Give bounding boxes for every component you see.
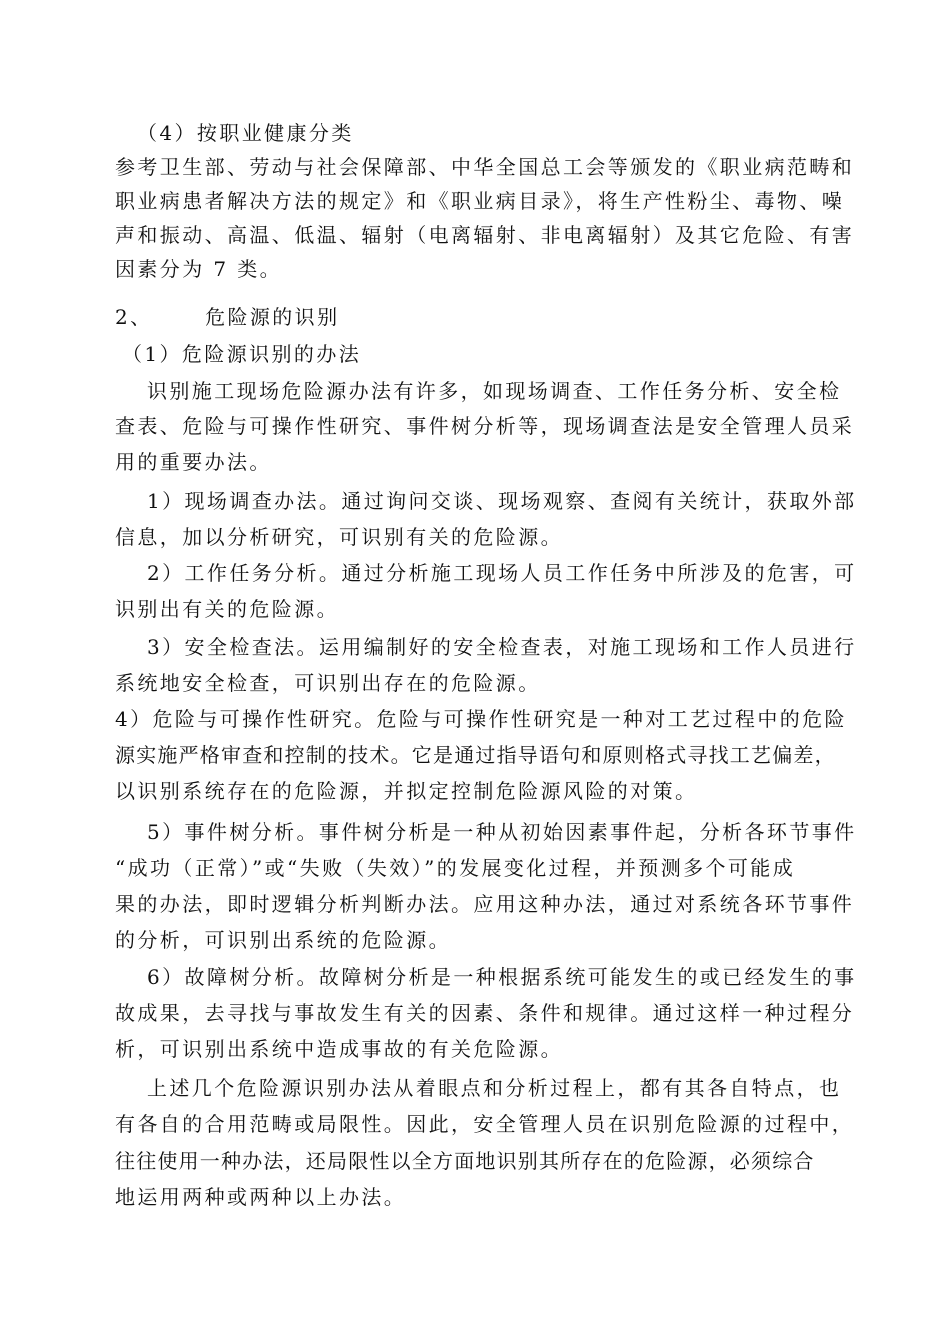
body-line: 职业病患者解决方法的规定》和《职业病目录》，将生产性粉尘、毒物、噪 bbox=[115, 189, 845, 213]
body-line: 析，可识别出系统中造成事故的有关危险源。 bbox=[115, 1037, 563, 1061]
body-line: 因素分为 7 类。 bbox=[115, 257, 283, 281]
body-line: 果的办法，即时逻辑分析判断办法。应用这种办法，通过对系统各环节事件 bbox=[115, 892, 855, 916]
body-line: 往往使用一种办法，还局限性以全方面地识别其所存在的危险源，必须综合 bbox=[115, 1149, 815, 1173]
body-line: 信息，加以分析研究，可识别有关的危险源。 bbox=[115, 525, 563, 549]
body-line: “成功（正常）”或“失败（失效）”的发展变化过程，并预测多个可能成 bbox=[115, 856, 796, 880]
body-line: 系统地安全检查，可识别出存在的危险源。 bbox=[115, 671, 541, 695]
body-line: 以识别系统存在的危险源，并拟定控制危险源风险的对策。 bbox=[115, 779, 698, 803]
body-line: 声和振动、高温、低温、辐射（电离辐射、非电离辐射）及其它危险、有害 bbox=[115, 223, 855, 247]
summary-paragraph: 上述几个危险源识别办法从着眼点和分析过程上，都有其各自特点，也 bbox=[147, 1076, 842, 1100]
body-line: 识别施工现场危险源办法有许多，如现场调查、工作任务分析、安全检 bbox=[147, 379, 842, 403]
body-line: 地运用两种或两种以上办法。 bbox=[115, 1185, 407, 1209]
method-item-2: 2）工作任务分析。通过分析施工现场人员工作任务中所涉及的危害，可 bbox=[147, 561, 857, 585]
heading-occupational-health-classification: （4）按职业健康分类 bbox=[137, 121, 354, 145]
method-item-1: 1）现场调查办法。通过询问交谈、现场观察、查阅有关统计，获取外部 bbox=[147, 489, 857, 513]
method-item-3: 3）安全检查法。运用编制好的安全检查表，对施工现场和工作人员进行 bbox=[147, 635, 857, 659]
body-line: 用的重要办法。 bbox=[115, 450, 272, 474]
body-line: 有各自的合用范畴或局限性。因此，安全管理人员在识别危险源的过程中， bbox=[115, 1112, 855, 1136]
method-item-6: 6）故障树分析。故障树分析是一种根据系统可能发生的或已经发生的事 bbox=[147, 965, 857, 989]
body-line: 查表、危险与可操作性研究、事件树分析等，现场调查法是安全管理人员采 bbox=[115, 414, 855, 438]
body-line: 的分析，可识别出系统的危险源。 bbox=[115, 928, 451, 952]
body-line: 识别出有关的危险源。 bbox=[115, 597, 339, 621]
section-heading-hazard-identification: 2、 危险源的识别 bbox=[115, 305, 340, 329]
body-line: 源实施严格审查和控制的技术。它是通过指导语句和原则格式寻找工艺偏差， bbox=[115, 743, 836, 767]
method-item-5: 5）事件树分析。事件树分析是一种从初始因素事件起，分析各环节事件 bbox=[147, 820, 857, 844]
subheading-identification-methods: （1）危险源识别的办法 bbox=[122, 342, 362, 366]
body-line: 故成果，去寻找与事故发生有关的因素、条件和规律。通过这样一种过程分 bbox=[115, 1001, 855, 1025]
body-line: 参考卫生部、劳动与社会保障部、中华全国总工会等颁发的《职业病范畴和 bbox=[115, 155, 855, 179]
method-item-4: 4）危险与可操作性研究。危险与可操作性研究是一种对工艺过程中的危险 bbox=[115, 707, 847, 731]
